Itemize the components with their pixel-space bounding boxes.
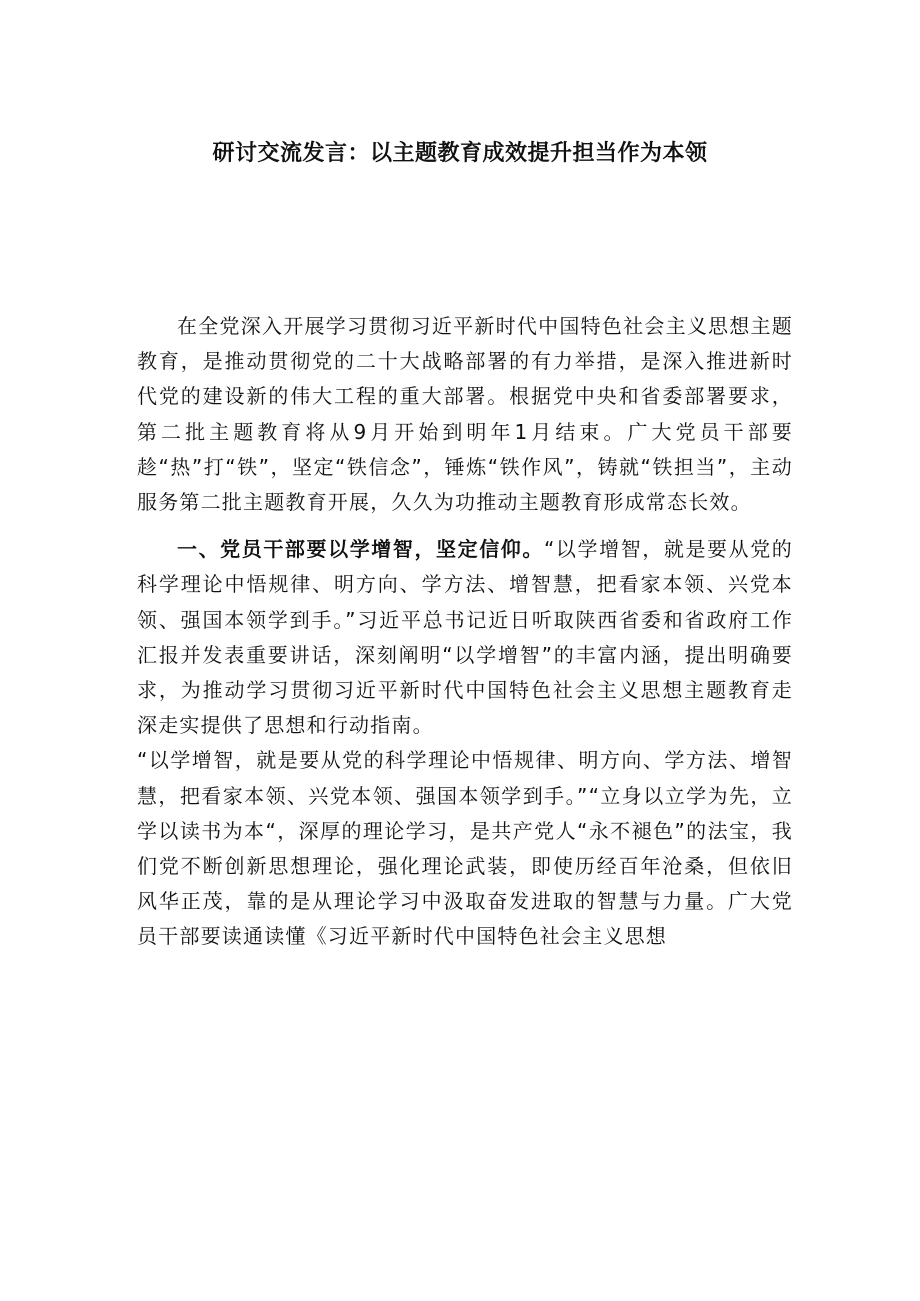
paragraph-intro	[137, 309, 793, 520]
paragraph-quote	[137, 743, 793, 954]
paragraph-section-one	[137, 532, 793, 743]
paragraph-quote-text: “以学增智，就是要从党的科学理论中悟规律、明方向、学方法、增智慧，把看家本领、兴党本领、强国本领学到手。”“立身以立学为先，立学以读书为本“，深厚的理论学习，是共产党人“永不褪色”的法宝，我们党不断创新思想理论，强化理论武装，即使历经百年沧桑，但依旧风华正茂，靠的是从理论学习中汲取奋发进取的智慧与力量。广大党员干部要读通读懂《习近平新时代中国特色社会主义思想	[137, 748, 793, 949]
paragraph-section-one-text: “以学增智，就是要从党的科学理论中悟规律、明方向、学方法、增智慧，把看家本领、兴党本领、强国本领学到手。”习近平总书记近日听取陕西省委和省政府工作汇报并发表重要讲话，深刻阐明“以学增智”的丰富内涵，提出明确要求，为推动学习贯彻习近平新时代中国特色社会主义思想主题教育走深走实提供了思想和行动指南。	[137, 537, 793, 738]
document-body	[137, 309, 793, 955]
document-title: 研讨交流发言：以主题教育成效提升担当作为本领	[212, 141, 708, 166]
paragraph-intro-text: 在全党深入开展学习贯彻习近平新时代中国特色社会主义思想主题教育，是推动贯彻党的二十大战略部署的有力举措，是深入推进新时代党的建设新的伟大工程的重大部署。根据党中央和省委部署要求，第二批主题教育将从9月开始到明年1月结束。广大党员干部要趁“热”打“铁”，坚定“铁信念”，锤炼“铁作风”，铸就“铁担当”，主动服务第二批主题教育开展，久久为功推动主题教育形成常态长效。	[137, 314, 793, 515]
section-heading: 一、党员干部要以学增智，坚定信仰。	[177, 537, 544, 562]
